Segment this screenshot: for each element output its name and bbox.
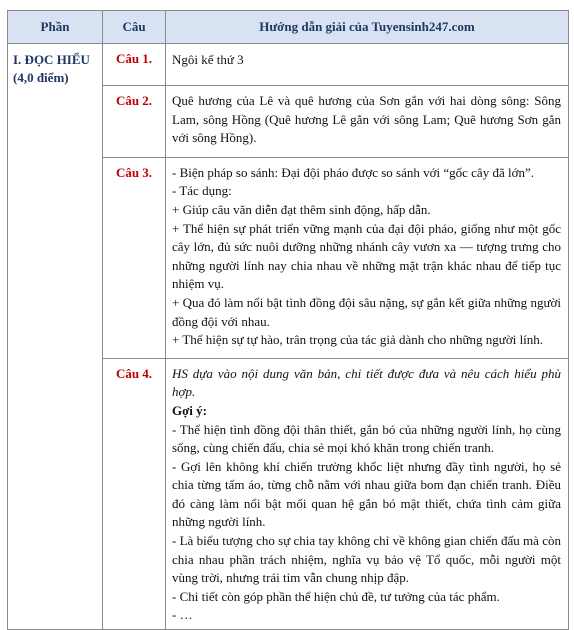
question-label: Câu 4. xyxy=(103,358,166,629)
answer-line: - Gợi lên không khí chiến trường khốc liệt nhưng đầy tình người, họ sẻ chia từng tấm áo, từng chỗ nằm với nhau giữa bom đạn chiến tranh. Điều đó càng làm nổi bật mối quan hệ gắn bó mật thiết, chứa tình cảm giữa những người lính. xyxy=(172,458,561,530)
answer-intro: HS dựa vào nội dung văn bản, chi tiết được đưa và nêu cách hiểu phù hợp. xyxy=(172,365,561,400)
header-question: Câu xyxy=(103,11,166,44)
answer-cell xyxy=(166,86,569,158)
answer-cell xyxy=(166,358,569,629)
table-row xyxy=(8,44,569,86)
answer-cell xyxy=(166,44,569,86)
answer-line: - … xyxy=(172,607,193,623)
answer-line: - Biện pháp so sánh: Đại đội pháo được so sánh với “gốc cây đã lớn”. xyxy=(172,164,534,180)
answer-guide-table xyxy=(7,10,569,630)
answer-cell xyxy=(166,157,569,358)
answer-line: + Qua đó làm nổi bật tình đồng đội sâu nặng, sự gắn kết giữa những người đồng đội với nhau. xyxy=(172,294,561,329)
answer-line: + Thể hiện sự phát triển vững mạnh của đại đội pháo, giống như một gốc cây lớn, đủ sức nuôi dưỡng những nhánh cây vươn xa — tượng trưng cho những người lính nay chia nhau về những mặt trận khác nhau để tiếp tục nhiệm vụ. xyxy=(172,220,561,292)
answer-line: Ngôi kể thứ 3 xyxy=(172,52,244,67)
header-row xyxy=(8,11,569,44)
answer-line: - Thể hiện tình đồng đội thân thiết, gắn bó của những người lính, họ cùng sống, cùng chiến đấu, chia sẻ mọi khó khăn trong chiến tranh. xyxy=(172,421,561,456)
answer-line: - Là biểu tượng cho sự chia tay không chỉ về không gian chiến đấu mà còn chia nhau phần trách nhiệm, nghĩa vụ bảo vệ Tổ quốc, mỗi người một vùng trời, nhưng trái tim vẫn chung nhịp đập. xyxy=(172,533,561,586)
header-part: Phần xyxy=(8,11,103,44)
section-points: (4,0 điểm) xyxy=(13,70,69,85)
question-label: Câu 1. xyxy=(103,44,166,86)
answer-line: - Chi tiết còn góp phần thể hiện chủ đề, tư tưởng của tác phẩm. xyxy=(172,588,500,604)
answer-hint: Gợi ý: xyxy=(172,402,208,418)
answer-line: + Thể hiện sự tự hào, trân trọng của tác giả dành cho những người lính. xyxy=(172,332,544,348)
question-label: Câu 3. xyxy=(103,157,166,358)
question-label: Câu 2. xyxy=(103,86,166,158)
answer-line: + Giúp câu văn diễn đạt thêm sinh động, hấp dẫn. xyxy=(172,201,431,217)
section-cell xyxy=(8,44,103,630)
header-guide: Hướng dẫn giải của Tuyensinh247.com xyxy=(166,11,569,44)
section-title: I. ĐỌC HIỂU xyxy=(13,52,90,67)
answer-line: Quê hương của Lê và quê hương của Sơn gắn với hai dòng sông: Sông Lam, sông Hồng (Quê hương Lê gắn với sông Lam; Quê hương Sơn gắn với sông Hồng). xyxy=(172,93,561,146)
answer-line: - Tác dụng: xyxy=(172,183,232,199)
